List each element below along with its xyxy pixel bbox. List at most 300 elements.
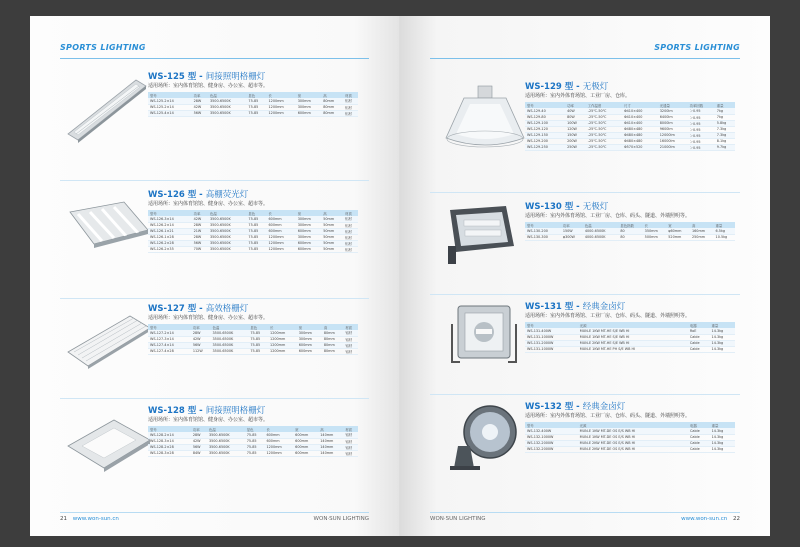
table-cell: 75-85 [248,348,268,354]
page-number: 21 [60,516,67,522]
table-row [148,110,358,116]
footer-rule [430,512,740,513]
table-cell: Cable [688,440,710,446]
table-cell: 铝材 [343,240,358,246]
table-cell: 16000lm [658,138,688,144]
table-cell: 50mm [321,228,343,234]
product-title: WS-129 型 - 无极灯 [525,82,609,92]
section-divider [60,180,369,181]
application-text: 适用场所：室内外体育场馆、工业厂房、仓库、码头、隧道、外墙照明等。 [525,313,691,319]
table-cell: WS-126-1×28 [148,234,192,240]
table-cell: 140mm [318,450,343,456]
table-cell: 4000-6500K [583,234,619,240]
table-cell: -25℃-50℃ [586,126,622,132]
table-cell: 80mm [321,98,343,104]
table-cell: 600mm [293,450,318,456]
induction-high-bay-image [440,82,530,154]
column-header: 材质 [343,210,358,216]
application-text: 适用场所：室内外体育场馆、工业厂房、仓库、码头、隧道、外墙照明等。 [525,213,691,219]
table-cell: 75-85 [248,342,268,348]
column-header: 长 [267,210,296,216]
column-header: 功率 [192,210,208,216]
table-cell: WS-128-2×28 [148,444,191,450]
right-header: SPORTS LIGHTING [654,43,740,52]
table-cell: MUN-E 2KW MT-HE S/E WB HI [578,340,684,346]
table-cell: WS-126-2×35 [148,246,192,252]
table-cell: 80mm [321,104,343,110]
product-title: WS-125 型 - 间接照明格栅灯 [148,72,266,82]
table-cell: 1200mm [267,104,296,110]
table-cell: 28W [192,98,208,104]
product-ws-127 [30,296,400,408]
table-cell: 铝材 [343,246,358,252]
table-cell: 21W [192,228,208,234]
table-cell: 140mm [318,438,343,444]
table-cell: 3500-6500K [208,216,246,222]
table-cell: -25℃-50℃ [586,144,622,150]
column-header: 色温 [207,426,245,432]
table-row [148,450,358,456]
table-cell: 铝材 [343,450,358,456]
column-header: 宽 [296,92,322,98]
table-cell: Φ480×480 [622,138,658,144]
table-cell: 1200mm [268,348,297,354]
column-header: 重量 [714,222,735,228]
product-title: WS-127 型 - 高效格栅灯 [148,304,249,314]
table-cell: 150W [561,228,583,234]
table-cell: 100W [565,120,586,126]
column-header: 重量 [710,422,735,428]
induction-floodlight-image [440,202,530,274]
table-cell: 铝材 [343,98,358,104]
table-cell: MUN-E 1KW MT-DE OS E/S WB HI [578,428,685,434]
table-cell: 3500-6500K [208,110,246,116]
table-cell: MUN-E 1KW MT-HE S/E WB HI [578,334,684,340]
table-cell: 300mm [296,222,322,228]
table-cell: -25℃-50℃ [586,114,622,120]
table-cell: 28W [192,222,208,228]
table-cell: WS-131-400W [525,328,578,334]
table-cell: WS-131-1000W [525,346,578,352]
table-cell: 14.3kg [710,428,735,434]
table-cell: WS-132-400W [525,428,578,434]
table-cell: 铝材 [343,234,358,240]
column-header: 高 [321,210,343,216]
table-cell: WS-132-2000W [525,440,578,446]
table-cell: Φ410×400 [622,114,658,120]
table-cell: ＞0.95 [688,132,715,138]
section-divider [430,192,740,193]
table-cell: 75-85 [246,222,266,228]
table-cell: MUN-E 1KW MT-DE OS E/S WB HI [578,434,685,440]
table-cell: 铝材 [343,336,358,342]
spec-table [148,92,358,117]
column-header: 长 [267,92,296,98]
product-title: WS-131 型 - 经典金卤灯 [525,302,626,312]
table-cell: WS-128-3×28 [148,450,191,456]
table-cell: ＞0.95 [688,138,715,144]
table-cell: 300mm [296,104,322,110]
table-cell: 1200mm [267,240,296,246]
table-cell: 70W [192,246,208,252]
table-cell: 14.3kg [710,340,735,346]
table-cell: 75-85 [245,438,265,444]
table-cell: 铝材 [343,342,358,348]
table-cell: 铝材 [343,222,358,228]
column-header: 工作温度 [586,102,622,108]
table-cell: 3500-6500K [208,222,246,228]
table-cell: WS-126-2×28 [148,240,192,246]
table-cell: φ300W [561,234,583,240]
right-page [400,16,770,536]
table-cell: WS-130-300 [525,234,561,240]
table-cell: 600mm [296,240,322,246]
table-cell: 75-85 [246,246,266,252]
column-header: 色温 [583,222,619,228]
table-cell: -25℃-50℃ [586,138,622,144]
table-cell: WS-132-2000W [525,446,578,452]
column-header: 型号 [525,322,578,328]
table-cell: 14.3kg [710,346,735,352]
table-cell: ＞0.95 [688,108,715,114]
table-cell: 3500-6500K [208,98,246,104]
table-cell: WS-125-2×14 [148,104,192,110]
table-cell: 28W [191,330,211,336]
table-cell: Cable [688,340,710,346]
table-cell: Φ480×480 [622,132,658,138]
column-header: 电器 [688,322,710,328]
table-row [525,234,735,240]
table-cell: 42W [192,104,208,110]
left-page [30,16,400,536]
spec-table [148,324,358,355]
table-cell: 160mm [690,228,714,234]
column-header: 功率因数 [688,102,715,108]
spec-table [148,426,358,457]
table-cell: 50mm [321,246,343,252]
table-cell: 14.3kg [710,334,735,340]
table-cell: 7.3kg [715,126,735,132]
column-header: 宽 [293,426,318,432]
column-header: 材质 [343,426,358,432]
table-cell: 3500-6500K [208,104,246,110]
column-header: 型号 [148,92,192,98]
table-cell: 3500-6500K [211,342,249,348]
table-cell: 3500-6500K [208,246,246,252]
table-cell: 600mm [293,444,318,450]
table-cell: WS-126-1×21 [148,228,192,234]
column-header: 功率 [192,92,208,98]
table-cell: 600mm [296,228,322,234]
table-cell: 12000lm [658,132,688,138]
table-cell: 1200mm [268,336,297,342]
table-cell: 300mm [297,336,322,342]
table-cell: 铝材 [343,330,358,336]
table-cell: 300mm [296,234,322,240]
table-cell: 42W [191,438,207,444]
table-cell: 75-85 [246,234,266,240]
table-cell: 5.8kg [715,120,735,126]
table-cell: WS-127-4×14 [148,342,191,348]
table-cell: WS-131-1000W [525,334,578,340]
footer-rule [60,512,369,513]
table-cell: 150W [565,132,586,138]
column-header: 型号 [148,426,191,432]
table-cell: 600mm [297,342,322,348]
column-header: 高 [321,92,343,98]
table-cell: MUN-E 2KW MT-DE OS E/S WB HI [578,440,685,446]
column-header: 显色 [245,426,265,432]
column-header: 型号 [525,102,565,108]
table-cell: 75-85 [245,432,265,438]
table-cell: 42W [192,216,208,222]
table-cell: 50mm [321,222,343,228]
table-cell: 3500-6500K [211,330,249,336]
product-ws-126 [30,182,400,294]
header-rule [430,58,740,59]
table-cell: -25℃-50℃ [586,132,622,138]
table-cell: 14.3kg [710,434,735,440]
table-cell: 铝材 [343,444,358,450]
column-header: 尺寸 [622,102,658,108]
column-header: 型号 [525,222,561,228]
product-title: WS-132 型 - 经典金卤灯 [525,402,626,412]
spec-table [525,102,735,151]
table-cell: 75-85 [246,110,266,116]
table-cell: 4000-6500K [583,228,619,234]
table-cell: 1200mm [267,110,296,116]
table-cell: 14.3kg [710,328,735,334]
table-cell: 3500-6500K [211,348,249,354]
left-footer [60,516,119,522]
column-header: 型号 [148,210,192,216]
column-header: 重量 [715,102,735,108]
table-cell: WS-127-3×14 [148,336,191,342]
table-cell: 140mm [318,444,343,450]
column-header: 电器 [688,422,710,428]
table-cell: 600mm [264,432,293,438]
table-cell: WS-127-4×28 [148,348,191,354]
column-header: 显色 [246,210,266,216]
table-cell: 75-85 [246,216,266,222]
table-cell: WS-125-2×14 [148,98,192,104]
table-cell: 75-85 [248,330,268,336]
column-header: 材质 [343,324,358,330]
application-text: 适用场所：室内外体育场馆、工业厂房、仓库、码头、隧道、外墙照明等。 [525,413,691,419]
table-cell: 80 [618,234,642,240]
table-cell: 21000lm [658,144,688,150]
column-header: 功率 [565,102,586,108]
application-text: 适用场所：室内体育馆馆、健身房、办公室、超市等。 [148,201,269,207]
column-header: 显色 [246,92,266,98]
high-bay-fluorescent-image [64,190,154,262]
table-cell: 300mm [296,98,322,104]
brand-name: WON·SUN LIGHTING [430,516,486,522]
table-cell: 1200mm [264,450,293,456]
metal-halide-floodlight-image [440,302,530,374]
table-cell: 600mm [293,438,318,444]
table-cell: 140mm [318,432,343,438]
table-cell: Φ410×400 [622,108,658,114]
column-header: 长 [643,222,667,228]
table-cell: 3200lm [658,108,688,114]
product-ws-132 [400,394,770,506]
table-cell: 75-85 [246,240,266,246]
table-cell: WS-129-150 [525,132,565,138]
table-cell: 42W [191,336,211,342]
table-cell: 200W [565,138,586,144]
application-text: 适用场所：室内体育馆馆、健身房、办公室、超市等。 [148,315,269,321]
table-cell: Cable [688,428,710,434]
table-row [148,348,358,354]
column-header: 色温 [208,92,246,98]
table-cell: 600mm [264,438,293,444]
table-cell: WS-127-2×14 [148,330,191,336]
table-cell: Φ410×400 [622,120,658,126]
table-row [525,346,735,352]
spec-table [525,422,735,453]
table-cell: Φ480×480 [622,126,658,132]
table-cell: 28W [191,432,207,438]
table-cell: 80mm [322,348,344,354]
table-cell: 铝材 [343,216,358,222]
table-cell: WS-126-3×14 [148,216,192,222]
product-ws-128 [30,398,400,510]
brochure-spread [30,16,770,536]
table-cell: 3500-6500K [207,444,245,450]
product-title: WS-130 型 - 无极灯 [525,202,609,212]
table-cell: 1200mm [267,234,296,240]
table-cell: 75-85 [248,336,268,342]
table-cell: 铝材 [343,348,358,354]
table-cell: 14.3kg [710,440,735,446]
table-cell: Cable [688,446,710,452]
table-cell: WS-126-2×14 [148,222,192,228]
table-cell: WS-129-100 [525,120,565,126]
column-header: 长 [268,324,297,330]
table-cell: WS-131-2000W [525,340,578,346]
table-cell: 75-85 [246,228,266,234]
brand-name: WON·SUN LIGHTING [313,516,369,522]
table-cell: MUN-E 1KW MT-HE S/E WB HI [578,328,684,334]
table-cell: Cable [688,346,710,352]
table-cell: 3500-6500K [207,438,245,444]
table-cell: 300mm [296,216,322,222]
table-cell: 7kg [715,114,735,120]
column-header: 型号 [148,324,191,330]
table-row [525,144,735,150]
table-cell: 铝材 [343,228,358,234]
table-cell: MUN-E 1KW MT-HE PH S/E WB HI [578,346,684,352]
table-cell: WS-130-200 [525,228,561,234]
table-cell: 28W [192,234,208,240]
table-cell: 1200mm [267,246,296,252]
product-title: WS-126 型 - 高棚荧光灯 [148,190,249,200]
table-cell: 40W [565,108,586,114]
table-cell: Cable [688,434,710,440]
spec-table [525,222,735,241]
table-cell: 56W [191,342,211,348]
header-rule [60,58,369,59]
table-cell: ＞0.95 [688,144,715,150]
table-cell: 350mm [643,228,667,234]
table-cell: 8000lm [658,120,688,126]
column-header: 显色指数 [618,222,642,228]
column-header: 功率 [191,426,207,432]
table-cell: 600mm [293,432,318,438]
table-cell: 3500-6500K [208,234,246,240]
table-cell: 500mm [643,234,667,240]
table-cell: 600mm [297,348,322,354]
column-header: 高 [690,222,714,228]
application-text: 适用场所：室内外体育场馆、工业厂房、仓库。 [525,93,631,99]
application-text: 适用场所：室内体育馆馆、健身房、办公室、超市等。 [148,83,269,89]
spec-table [148,210,358,253]
table-cell: 56W [192,240,208,246]
product-ws-131 [400,294,770,406]
table-cell: MUN-E 2KW MT-DE OS E/S WB HI [578,446,685,452]
table-cell: 80mm [322,336,344,342]
product-ws-129 [400,74,770,186]
product-title: WS-128 型 - 间接照明格栅灯 [148,406,266,416]
column-header: 高 [322,324,344,330]
column-header: 长 [264,426,293,432]
column-header: 宽 [666,222,690,228]
table-row [148,246,358,252]
table-cell: 50mm [321,240,343,246]
table-cell: Cable [688,334,710,340]
table-cell: WS-132-1000W [525,434,578,440]
left-header: SPORTS LIGHTING [60,43,146,52]
column-header: 型号 [525,422,578,428]
table-cell: 3500-6500K [208,228,246,234]
table-cell: 3500-6500K [211,336,249,342]
table-cell: 铝材 [343,110,358,116]
table-cell: 300mm [297,330,322,336]
table-cell: 80 [618,228,642,234]
table-cell: WS-129-200 [525,138,565,144]
column-header: 色温 [208,210,246,216]
table-cell: 250W [565,144,586,150]
column-header: 色温 [211,324,249,330]
table-cell: 75-85 [246,98,266,104]
table-cell: 50mm [321,216,343,222]
table-cell: 75-85 [246,104,266,110]
table-cell: WS-128-2×14 [148,432,191,438]
table-cell: 铝材 [343,432,358,438]
table-cell: 1200mm [267,98,296,104]
product-ws-125 [30,64,400,176]
column-header: 宽 [296,210,322,216]
table-cell: 600mm [267,216,296,222]
table-cell: 1200mm [268,342,297,348]
page-number: 22 [733,516,740,522]
table-cell: WS-129-80 [525,114,565,120]
table-cell: 80W [565,114,586,120]
table-cell: 6400lm [658,114,688,120]
table-cell: ＞0.95 [688,114,715,120]
table-cell: 56W [192,110,208,116]
table-cell: 84W [191,450,207,456]
table-cell: 520mm [666,234,690,240]
website-url: www.won-sun.cn [72,516,119,522]
column-header: 材质 [343,92,358,98]
table-cell: 75-85 [245,450,265,456]
table-cell: 1200mm [264,444,293,450]
table-cell: ＞0.95 [688,120,715,126]
table-cell: 1200mm [268,330,297,336]
right-footer [681,516,740,522]
